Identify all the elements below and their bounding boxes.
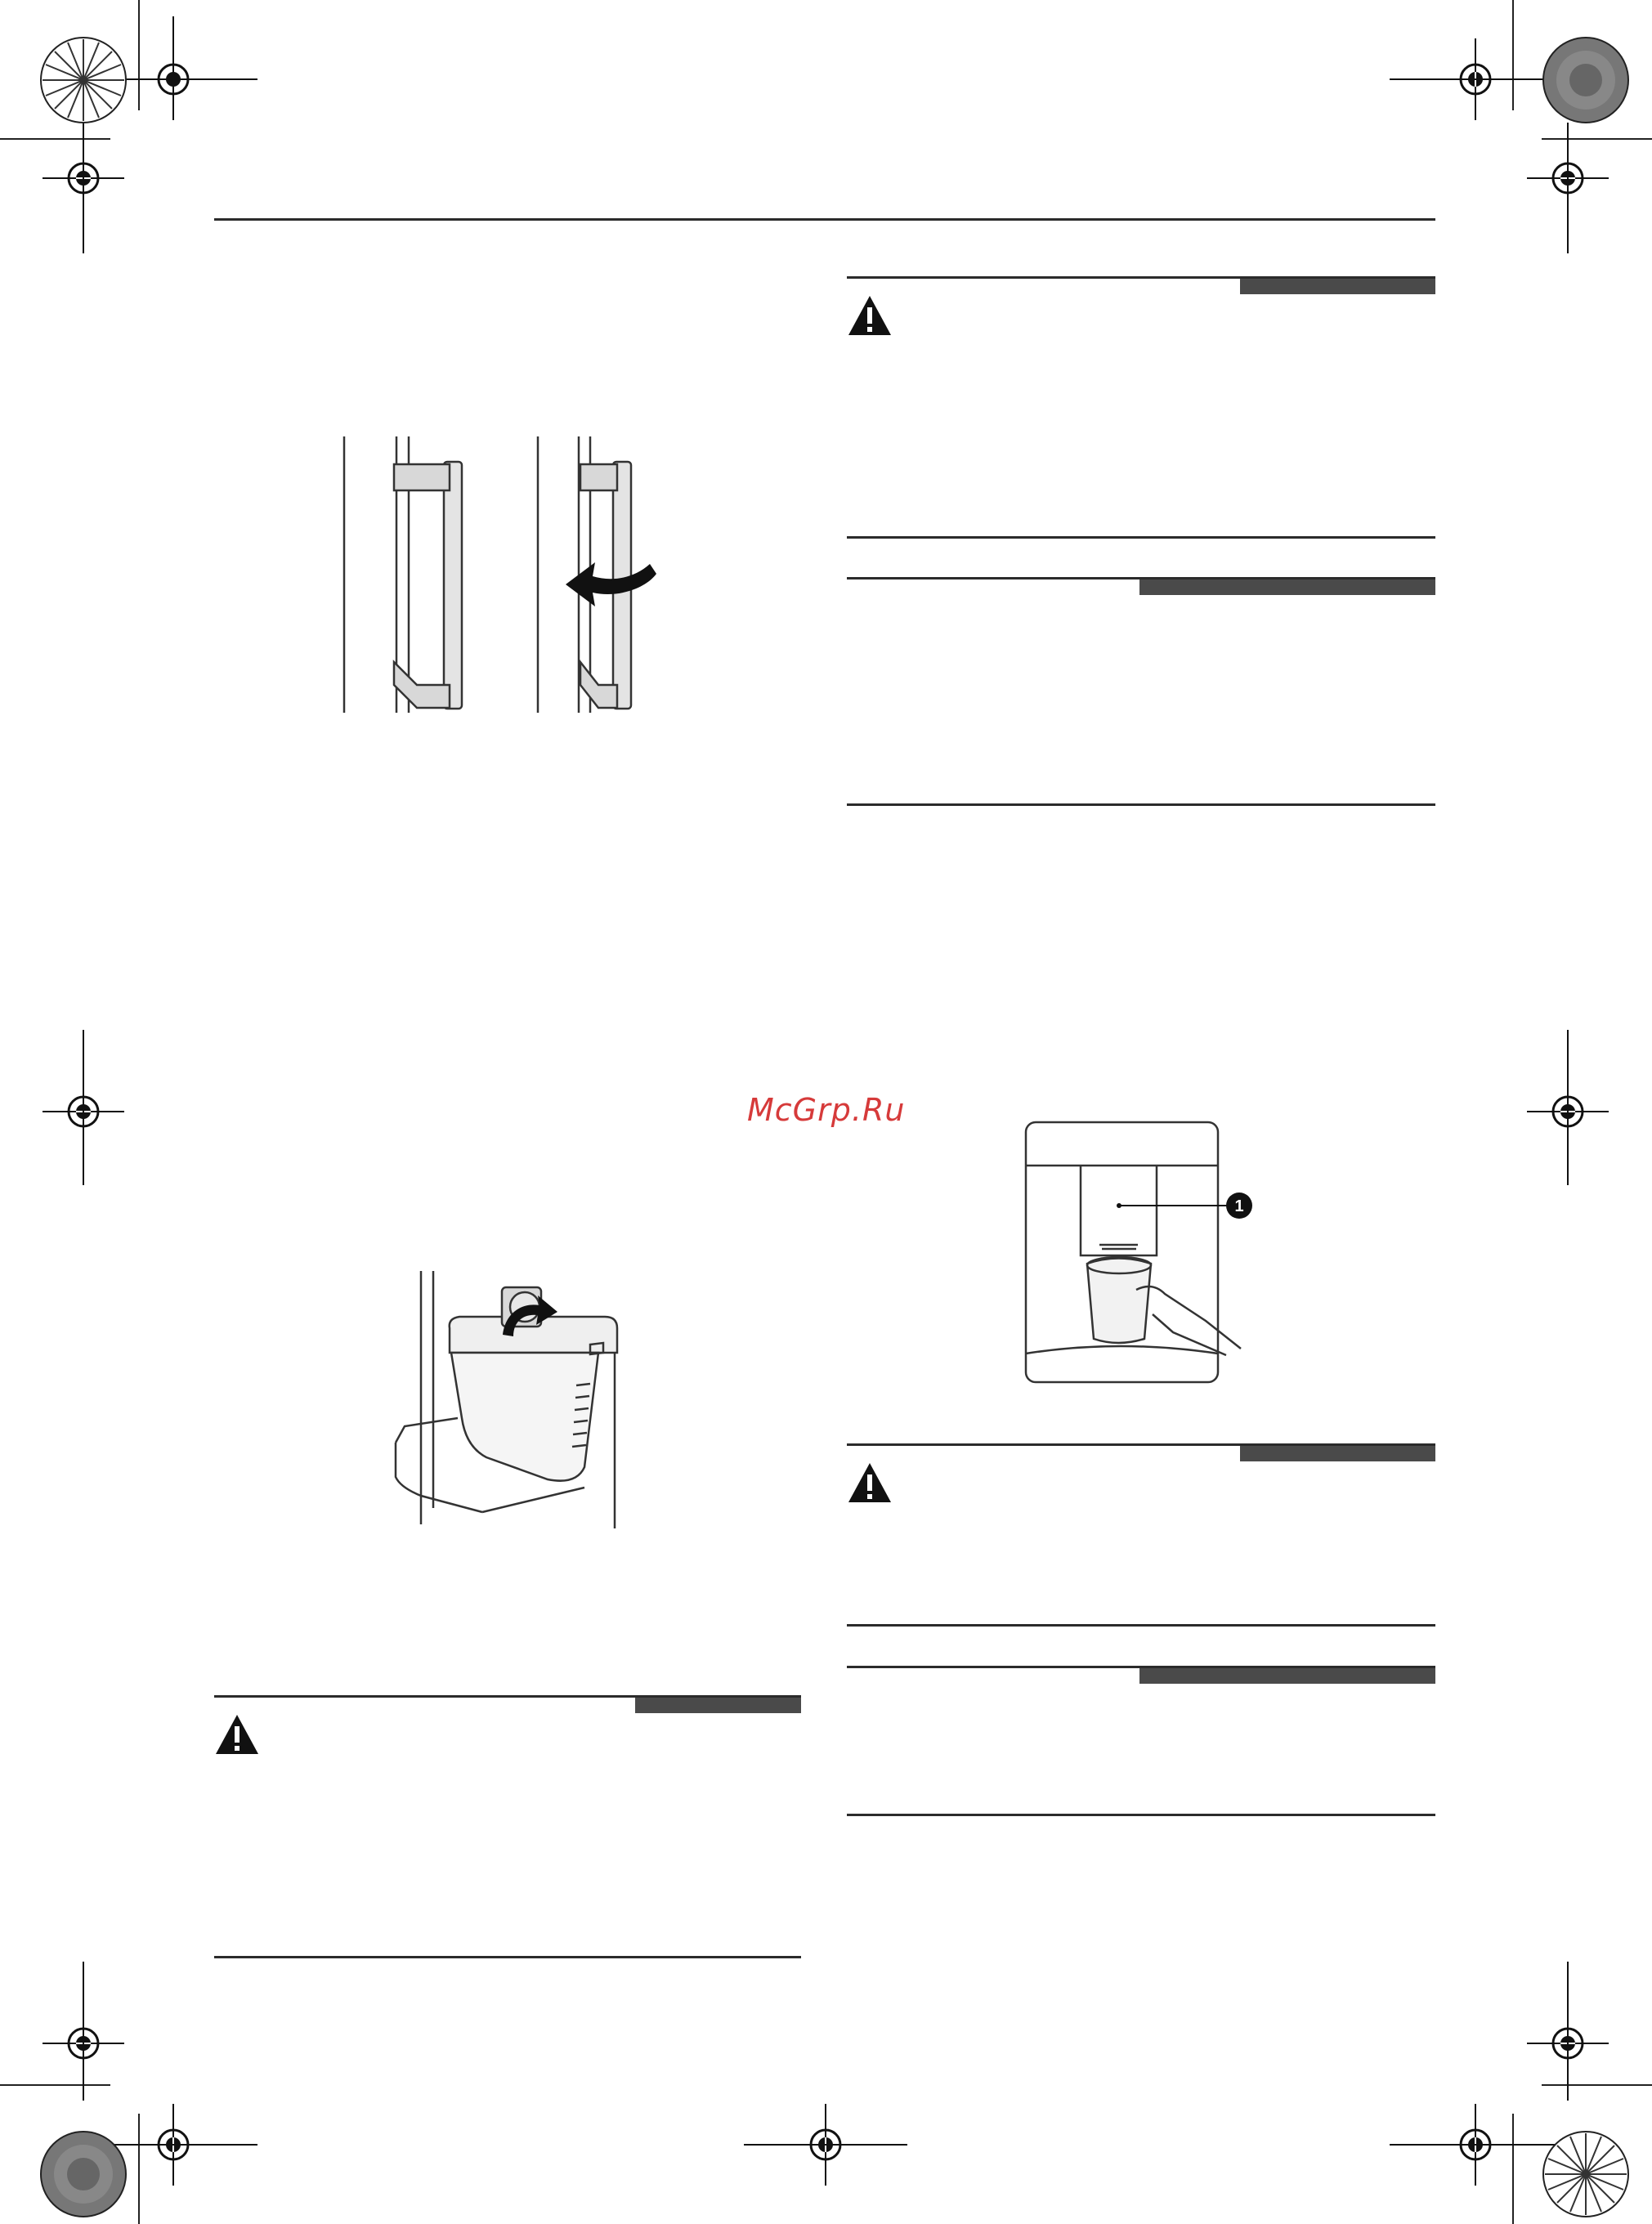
warning-triangle-icon (847, 1461, 893, 1504)
warning-triangle-icon (847, 294, 893, 337)
gray-disc-icon (1537, 31, 1635, 129)
watermark: McGrp.Ru (747, 1092, 906, 1128)
callout-label: 1 (1234, 1197, 1244, 1215)
note-box-header-bar (1139, 579, 1435, 595)
door-handle-illustration (335, 425, 687, 719)
warning-box-header-bar (635, 1698, 801, 1713)
warning-box-bottom-rule (214, 1956, 801, 1958)
note-box-bottom-rule (847, 1814, 1435, 1816)
color-wheel-icon (1537, 2125, 1635, 2223)
dispenser-illustration (1022, 1118, 1275, 1388)
warning-triangle-icon (214, 1713, 260, 1756)
warning-box-bottom-rule (847, 1624, 1435, 1627)
warning-box-bottom-rule (847, 536, 1435, 539)
note-box-bottom-rule (847, 803, 1435, 806)
warning-box-header-bar (1240, 1446, 1435, 1461)
note-box-header-bar (1139, 1668, 1435, 1684)
page-header-rule (214, 218, 1435, 221)
ice-bucket-illustration (384, 1263, 646, 1533)
warning-box-header-bar (1240, 279, 1435, 294)
color-wheel-icon (34, 31, 132, 129)
gray-disc-icon (34, 2125, 132, 2223)
